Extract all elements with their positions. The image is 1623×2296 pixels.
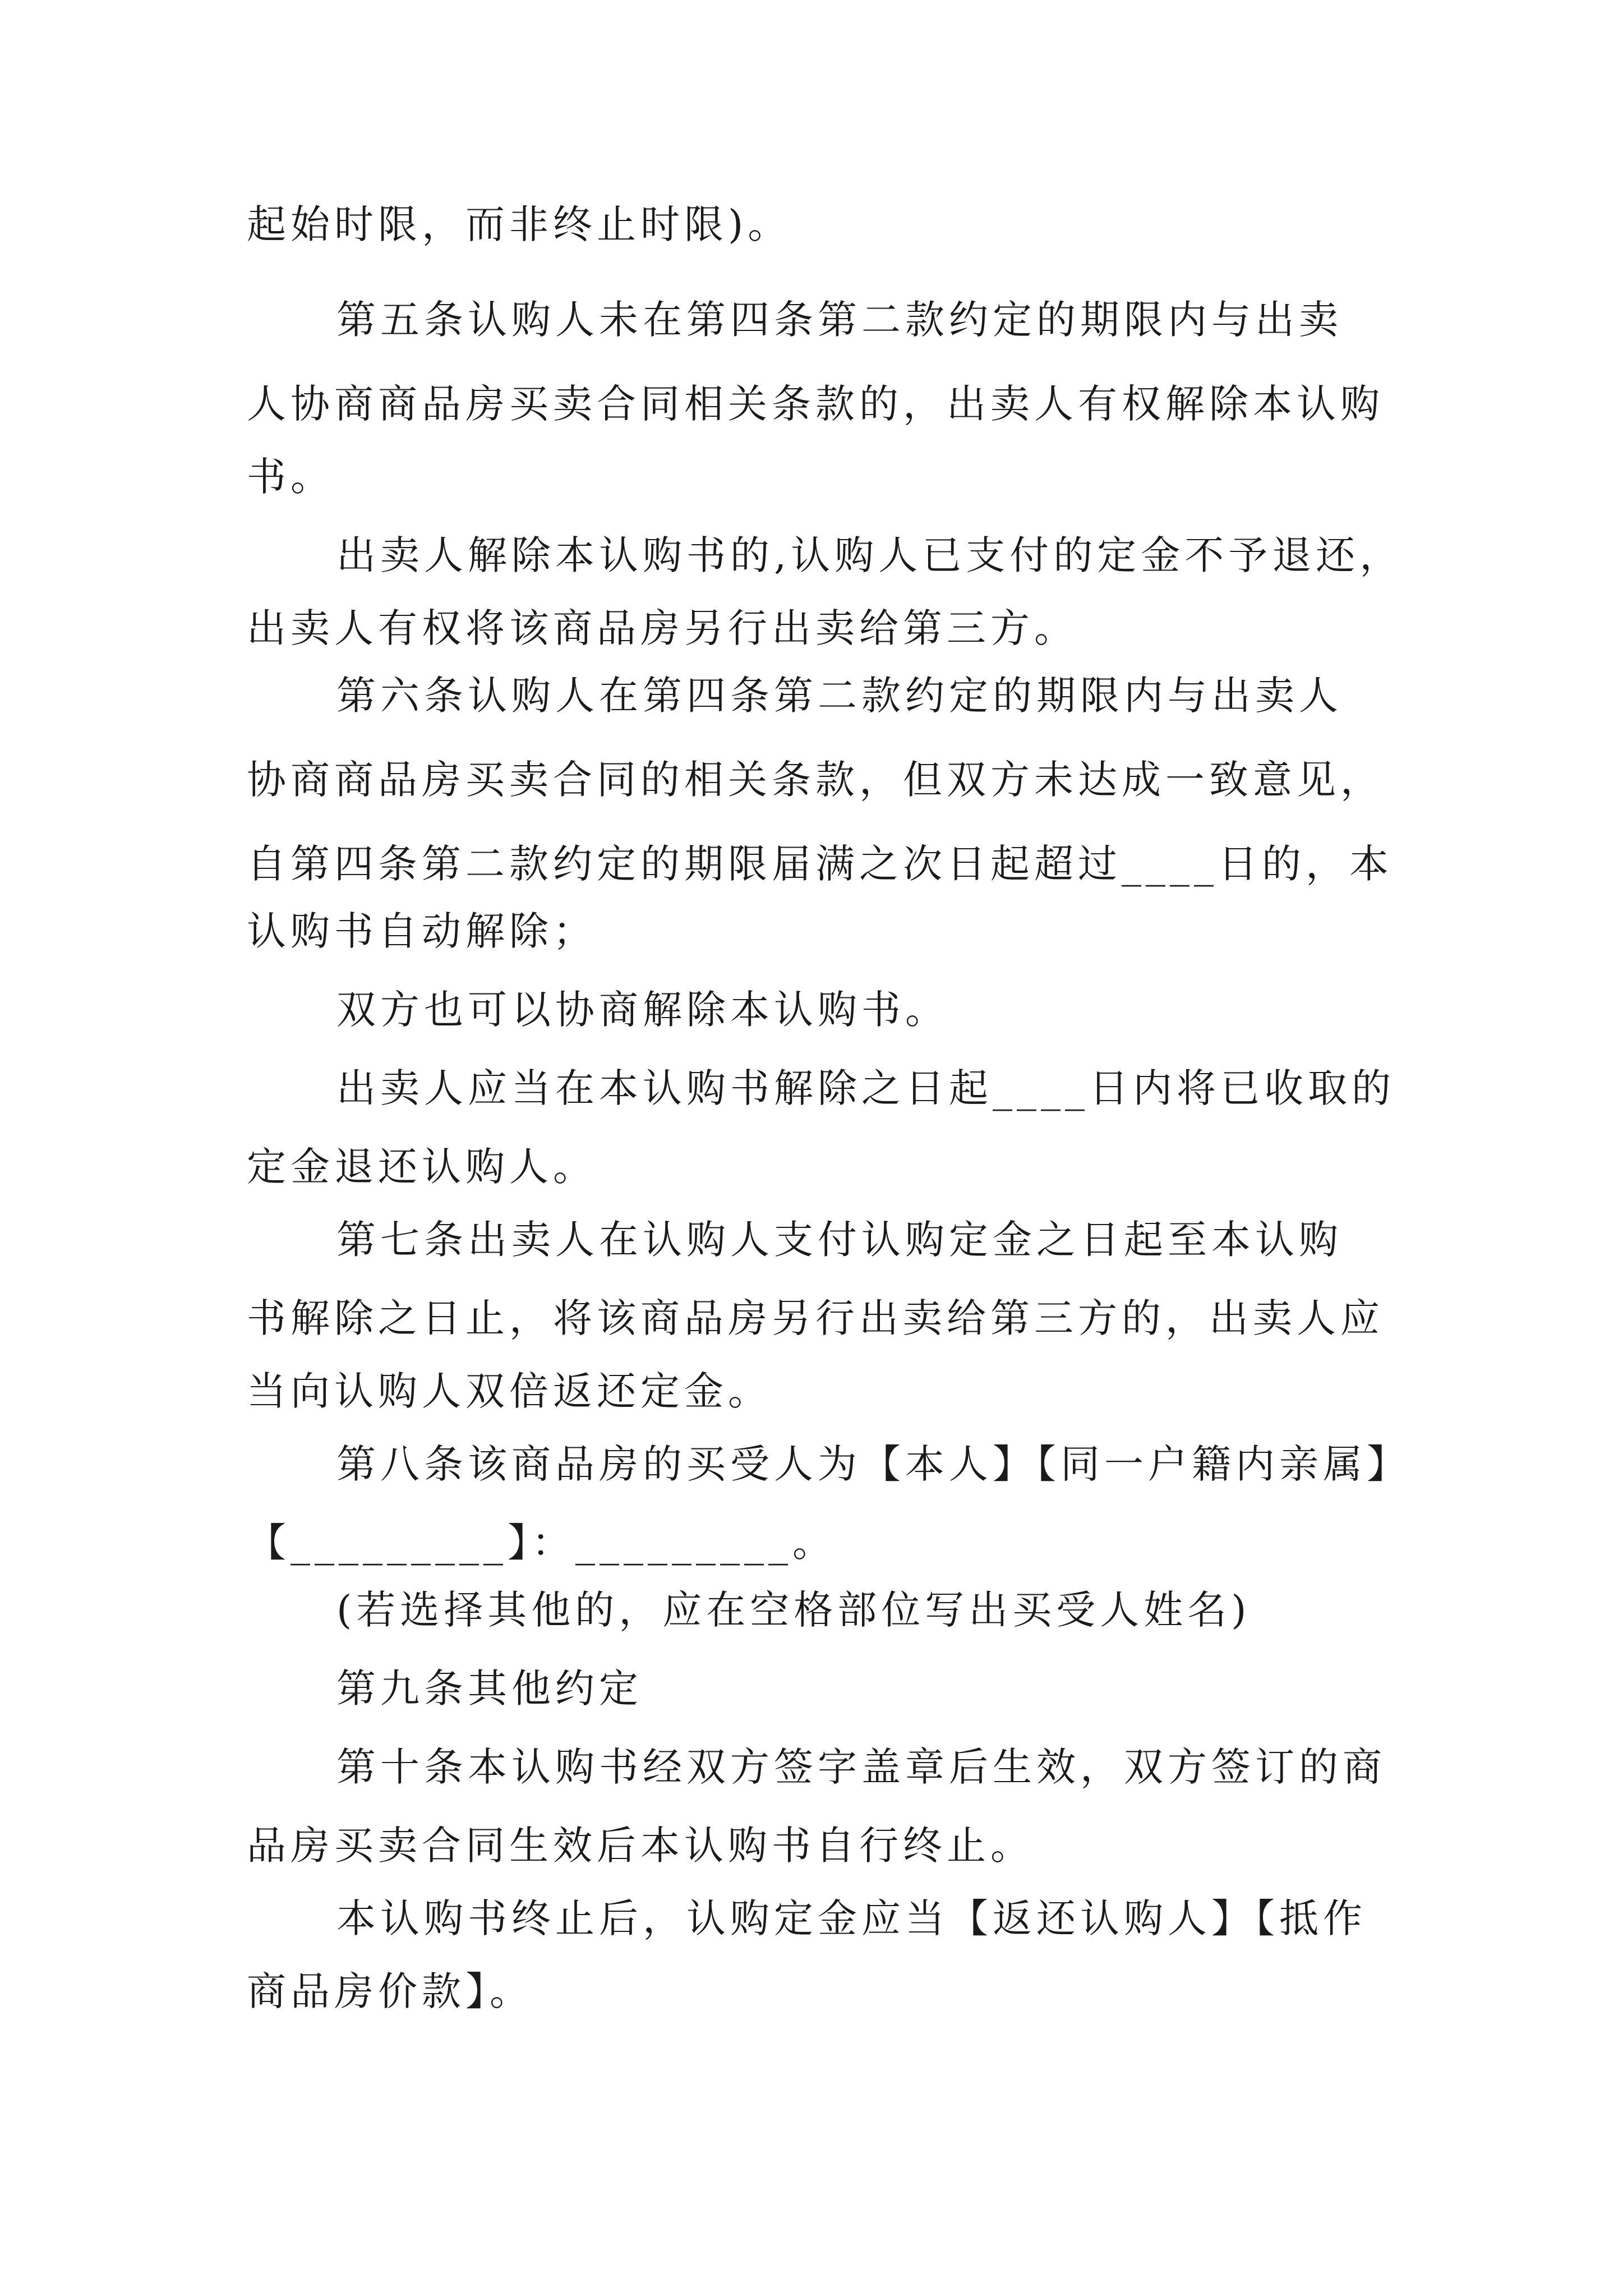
text-line-2: 第五条认购人未在第四条第二款约定的期限内与出卖 xyxy=(336,297,1343,343)
text-line-13: 定金退还认购人。 xyxy=(247,1144,597,1190)
text-line-8: 协商商品房买卖合同的相关条款，但双方未达成一致意见， xyxy=(247,757,1384,803)
text-line-12: 出卖人应当在本认购书解除之日起____日内将已收取的 xyxy=(336,1065,1395,1111)
text-line-23: 本认购书终止后，认购定金应当【返还认购人】【抵作 xyxy=(336,1895,1367,1941)
text-line-20: 第九条其他约定 xyxy=(336,1665,643,1711)
text-line-1: 起始时限，而非终止时限)。 xyxy=(247,201,792,247)
text-line-4: 书。 xyxy=(247,454,334,500)
text-line-15: 书解除之日止，将该商品房另行出卖给第三方的，出卖人应 xyxy=(247,1295,1384,1341)
text-line-14: 第七条出卖人在认购人支付认购定金之日起至本认购 xyxy=(336,1217,1343,1263)
text-line-16: 当向认购人双倍返还定金。 xyxy=(247,1368,772,1414)
text-line-6: 出卖人有权将该商品房另行出卖给第三方。 xyxy=(247,605,1078,651)
text-line-22: 品房买卖合同生效后本认购书自行终止。 xyxy=(247,1823,1034,1869)
text-line-7: 第六条认购人在第四条第二款约定的期限内与出卖人 xyxy=(336,673,1343,719)
text-line-9: 自第四条第二款约定的期限届满之次日起超过____日的，本 xyxy=(247,841,1393,887)
text-line-18: 【_________】：_________。 xyxy=(247,1520,836,1566)
text-line-11: 双方也可以协商解除本认购书。 xyxy=(336,987,949,1033)
text-line-24: 商品房价款】。 xyxy=(247,1968,533,2014)
text-line-10: 认购书自动解除； xyxy=(247,908,597,954)
text-line-3: 人协商商品房买卖合同相关条款的，出卖人有权解除本认购 xyxy=(247,381,1384,427)
text-line-5: 出卖人解除本认购书的,认购人已支付的定金不予退还， xyxy=(336,532,1404,578)
text-line-19: (若选择其他的，应在空格部位写出买受人姓名) xyxy=(336,1587,1251,1633)
text-line-21: 第十条本认购书经双方签字盖章后生效，双方签订的商 xyxy=(336,1744,1386,1790)
text-line-17: 第八条该商品房的买受人为【本人】【同一户籍内亲属】 xyxy=(336,1441,1410,1487)
